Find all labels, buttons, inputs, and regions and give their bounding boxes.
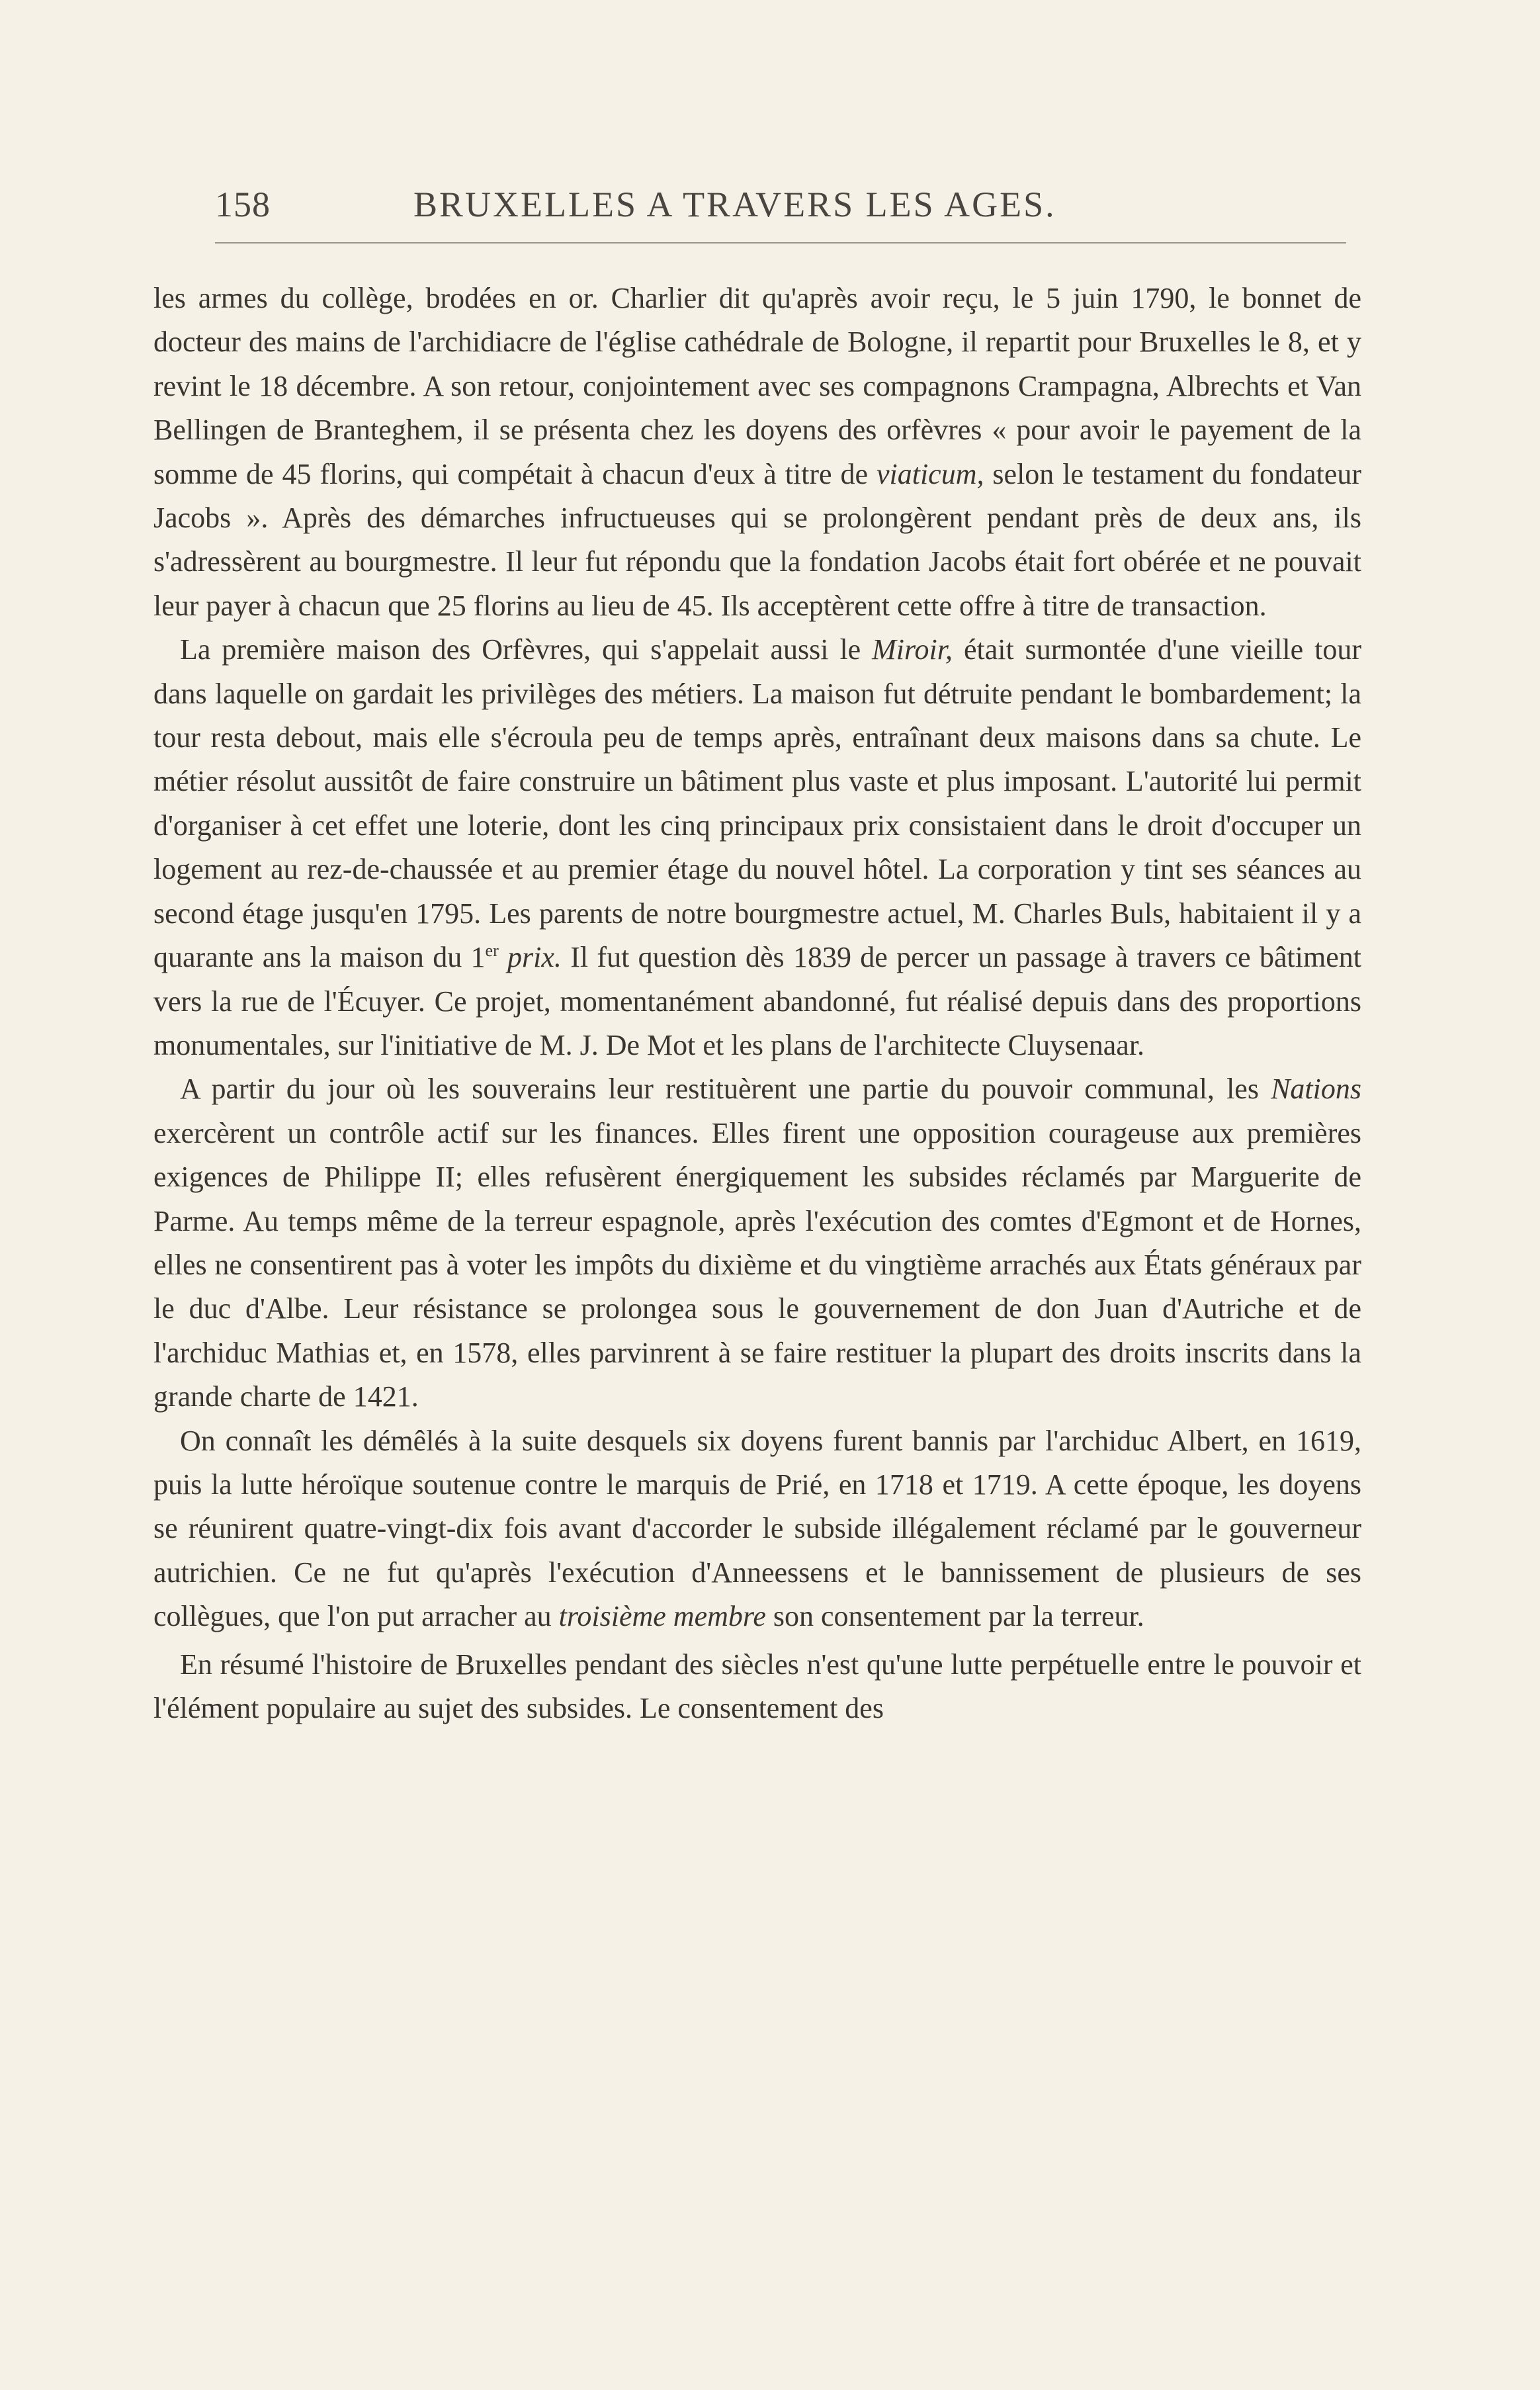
paragraph-4-text-b: son consentement par la terreur. [765,1600,1144,1633]
paragraph-3-italic-nations: Nations [1271,1073,1361,1106]
header-rule [215,242,1346,243]
paragraph-3-text-b: exercèrent un contrôle actif sur les finances. Elles firent une opposition courageuse aux premières exigences de Philippe II; elles refusèrent énergiquement les subsides réclamés par Marguerite de Parme. Au temps même de la terreur espagnole, après l'exécution des comtes d'Egmont et de Hornes, elles ne consentirent pas à voter les impôts du dixième et du vingtième arrachés aux États généraux par le duc d'Albe. Leur résistance se prolongea sous le gouvernement de don Juan d'Autriche et de l'archiduc Mathias et, en 1578, elles parvinrent à se faire restituer la plupart des droits inscrits dans la grande charte de 1421. [153,1116,1361,1413]
paragraph-5-text-a: En résumé l'histoire de Bruxelles pendant des siècles n'est qu'une lutte perpétuelle entre le pouvoir et l'élément populaire au sujet des subsides. Le consentement des [153,1648,1361,1724]
paragraph-2-text-c: Il fut question dès 1839 de percer un passage à travers ce bâtiment vers la rue de l'Écuyer. Ce projet, momentanément abandonné, fut réalisé depuis dans des proportions monumentales, sur l'initiative de M. J. De Mot et les plans de l'architecte Cluysenaar. [153,941,1361,1061]
paragraph-2-ordinal-suffix: er [485,941,499,961]
paragraph-4 [153,1419,1361,1639]
paragraph-2-text-b: était surmontée d'une vieille tour dans laquelle on gardait les privilèges des métiers. La maison fut détruite pendant le bombardement; la tour resta debout, mais elle s'écroula peu de temps après, entraînant deux maisons dans sa chute. Le métier résolut aussitôt de faire construire un bâtiment plus vaste et plus imposant. L'autorité lui permit d'organiser à cet effet une loterie, dont les cinq principaux prix consistaient dans le droit d'occuper un logement au rez-de-chaussée et au premier étage du nouvel hôtel. La corporation y tint ses séances au second étage jusqu'en 1795. Les parents de notre bourgmestre actuel, M. Charles Buls, habitaient il y a quarante ans la maison du [153,633,1361,974]
paragraph-2-ordinal-number: 1 [470,941,486,974]
paragraph-5 [153,1643,1361,1731]
paragraph-2-italic-prix: prix. [498,941,562,974]
paragraph-1-text-a: les armes du collège, brodées en or. Charlier dit qu'après avoir reçu, le 5 juin 1790, le bonnet de docteur des mains de l'archidiacre de l'église cathédrale de Bologne, il repartit pour Bruxelles le 8, et y revint le 18 décembre. A son retour, conjointement avec ses compagnons Crampagna, Albrechts et Van Bellingen de Branteghem, il se présenta chez les doyens des orfèvres « pour avoir le payement de la somme de 45 florins, qui compétait à chacun d'eux à titre de [153,282,1361,490]
paragraph-3 [153,1067,1361,1419]
running-title: BRUXELLES A TRAVERS LES AGES. [413,185,1056,224]
paragraph-2 [153,628,1361,1067]
paragraph-1 [153,277,1361,628]
paragraph-2-text-a: La première maison des Orfèvres, qui s'appelait aussi le [180,633,873,666]
page-header [215,184,1340,237]
paragraph-3-text-a: A partir du jour où les souverains leur restituèrent une partie du pouvoir communal, les [180,1073,1271,1106]
page-number: 158 [215,185,271,224]
paragraph-2-italic-miroir: Miroir, [872,633,953,666]
paragraph-1-italic-viaticum: viaticum, [876,457,984,490]
paragraph-4-text-a: On connaît les démêlés à la suite desquels six doyens furent bannis par l'archiduc Albert, en 1619, puis la lutte héroïque soutenue contre le marquis de Prié, en 1718 et 1719. A cette époque, les doyens se réunirent quatre-vingt-dix fois avant d'accorder le subside illégalement réclamé par le gouverneur autrichien. Ce ne fut qu'après l'exécution d'Anneessens et le bannissement de plusieurs de ses collègues, que l'on put arracher au [153,1424,1361,1633]
paragraph-4-italic-troisieme-membre: troisième membre [558,1600,766,1633]
paragraph-1-text-b: selon le testament du fondateur Jacobs ». Après des démarches infructueuses qui se prolongèrent pendant près de deux ans, ils s'adressèrent au bourgmestre. Il leur fut répondu que la fondation Jacobs était fort obérée et ne pouvait leur payer à chacun que 25 florins au lieu de 45. Ils acceptèrent cette offre à titre de transaction. [153,457,1361,622]
body-text [153,277,1361,1730]
